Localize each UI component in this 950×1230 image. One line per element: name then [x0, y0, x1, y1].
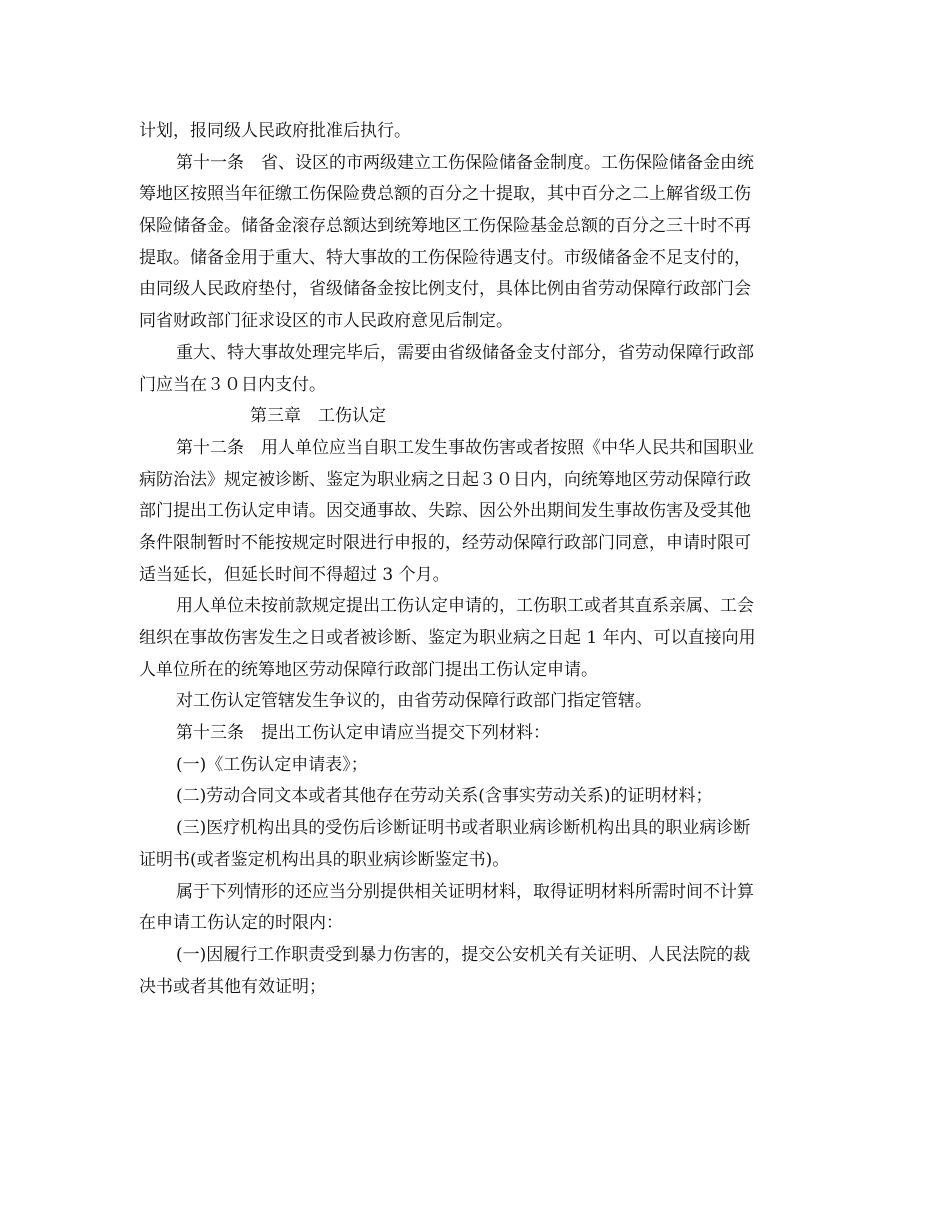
text-line: 适当延长，但延长时间不得超过 3 个月。: [139, 564, 450, 585]
list-item: (一)因履行工作职责受到暴力伤害的，提交公安机关有关证明、人民法院的裁: [176, 944, 751, 965]
paragraph-start: 重大、特大事故处理完毕后，需要由省级储备金支付部分，省劳动保障行政部: [176, 342, 754, 363]
text-line: 条件限制暂时不能按规定时限进行申报的，经劳动保障行政部门同意，申请时限可: [139, 532, 751, 553]
paragraph-start: 对工伤认定管辖发生争议的，由省劳动保障行政部门指定管辖。: [176, 691, 652, 712]
chapter-heading: 第三章 工伤认定: [250, 406, 386, 427]
text-line: 计划，报同级人民政府批准后执行。: [139, 121, 411, 141]
text-line: 病防治法》规定被诊断、鉴定为职业病之日起３０日内，向统筹地区劳动保障行政: [139, 469, 751, 490]
text-line: 部门提出工伤认定申请。因交通事故、失踪、因公外出期间发生事故伤害及受其他: [139, 501, 751, 522]
article-12-paragraph: 第十二条 用人单位应当自职工发生事故伤害或者按照《中华人民共和国职业: [176, 437, 754, 458]
text-line: 提取。储备金用于重大、特大事故的工伤保险待遇支付。市级储备金不足支付的，: [139, 247, 751, 268]
text-line: 组织在事故伤害发生之日或者被诊断、鉴定为职业病之日起 1 年内、可以直接向用: [139, 628, 756, 648]
list-item: (一)《工伤认定申请表》；: [176, 754, 368, 775]
text-line: 人单位所在的统筹地区劳动保障行政部门提出工伤认定申请。: [139, 659, 598, 680]
paragraph-start: 属于下列情形的还应当分别提供相关证明材料，取得证明材料所需时间不计算: [176, 881, 754, 902]
document-body: [139, 116, 815, 1003]
text-line: 筹地区按照当年征缴工伤保险费总额的百分之十提取，其中百分之二上解省级工伤: [139, 184, 751, 205]
text-line: 在申请工伤认定的时限内：: [139, 913, 343, 934]
list-item: (三)医疗机构出具的受伤后诊断证明书或者职业病诊断机构出具的职业病诊断: [176, 818, 751, 839]
list-item: (二)劳动合同文本或者其他存在劳动关系(含事实劳动关系)的证明材料；: [176, 786, 713, 807]
text-line: 保险储备金。储备金滚存总额达到统筹地区工伤保险基金总额的百分之三十时不再: [139, 216, 751, 237]
text-line: 证明书(或者鉴定机构出具的职业病诊断鉴定书)。: [139, 849, 510, 870]
article-11-paragraph: 第十一条 省、设区的市两级建立工伤保险储备金制度。工伤保险储备金由统: [176, 152, 754, 173]
text-line: 门应当在３０日内支付。: [139, 374, 326, 395]
text-line: 决书或者其他有效证明；: [139, 976, 326, 997]
paragraph-start: 用人单位未按前款规定提出工伤认定申请的，工伤职工或者其直系亲属、工会: [176, 596, 754, 617]
text-line: 同省财政部门征求设区的市人民政府意见后制定。: [139, 311, 513, 332]
article-13-paragraph: 第十三条 提出工伤认定申请应当提交下列材料：: [176, 723, 550, 744]
text-line: 由同级人民政府垫付，省级储备金按比例支付，具体比例由省劳动保障行政部门会: [139, 279, 751, 300]
